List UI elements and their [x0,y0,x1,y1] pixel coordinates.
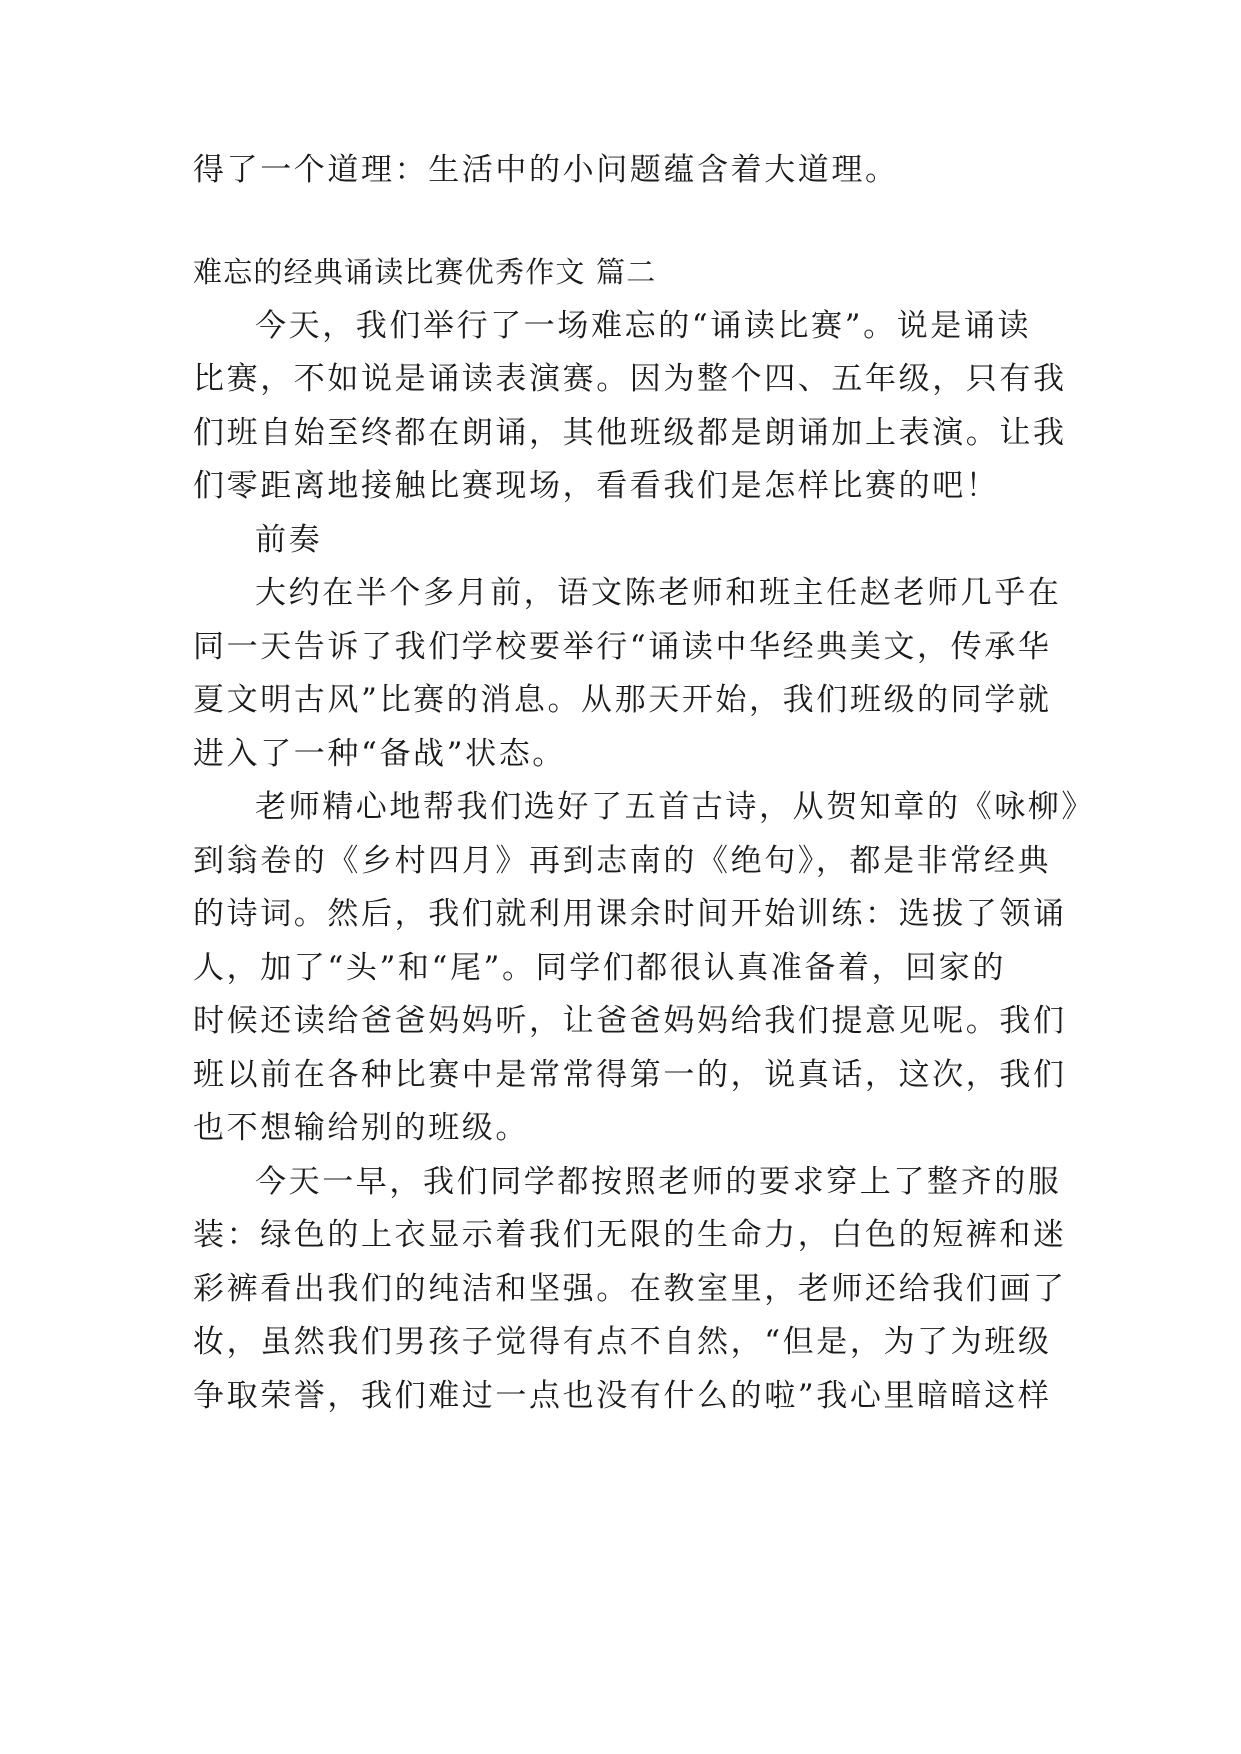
text-line: 今天一早，我们同学都按照老师的要求穿上了整齐的服 [255,1164,1062,1200]
text-line: 的诗词。然后，我们就利用课余时间开始训练：选拔了领诵 [193,896,1067,932]
section-heading: 难忘的经典诵读比赛优秀作文 篇二 [193,255,657,289]
text-line: 人，加了“头”和“尾”。同学们都很认真准备着，回家的 [193,950,1006,986]
text-line: 比赛，不如说是诵读表演赛。因为整个四、五年级，只有我 [193,361,1067,397]
text-line: 妆，虽然我们男孩子觉得有点不自然，“但是，为了为班级 [193,1324,1052,1360]
text-line: 同一天告诉了我们学校要举行“诵读中华经典美文，传承华 [193,629,1052,665]
text-line: 得了一个道理：生活中的小问题蕴含着大道理。 [193,152,899,188]
text-line: 班以前在各种比赛中是常常得第一的，说真话，这次，我们 [193,1057,1067,1093]
text-line: 装：绿色的上衣显示着我们无限的生命力，白色的短裤和迷 [193,1217,1067,1253]
text-line: 们班自始至终都在朗诵，其他班级都是朗诵加上表演。让我 [193,415,1067,451]
text-line: 争取荣誉，我们难过一点也没有什么的啦”我心里暗暗这样 [193,1378,1052,1414]
text-line: 们零距离地接触比赛现场，看看我们是怎样比赛的吧！ [193,468,1000,504]
text-line: 大约在半个多月前，语文陈老师和班主任赵老师几乎在 [255,575,1062,611]
text-line: 今天，我们举行了一场难忘的“诵读比赛”。说是诵读 [255,308,1032,344]
text-line: 时候还读给爸爸妈妈听，让爸爸妈妈给我们提意见呢。我们 [193,1003,1067,1039]
text-line: 进入了一种“备战”状态。 [193,736,566,772]
text-line: 到翁卷的《乡村四月》再到志南的《绝句》，都是非常经典 [193,843,1052,879]
text-line: 也不想输给别的班级。 [193,1110,529,1146]
text-line: 彩裤看出我们的纯洁和坚强。在教室里，老师还给我们画了 [193,1271,1067,1307]
text-line: 老师精心地帮我们选好了五首古诗，从贺知章的《咏柳》 [255,789,1095,825]
text-line: 夏文明古风”比赛的消息。从那天开始，我们班级的同学就 [193,682,1052,718]
subheading: 前奏 [255,522,323,558]
